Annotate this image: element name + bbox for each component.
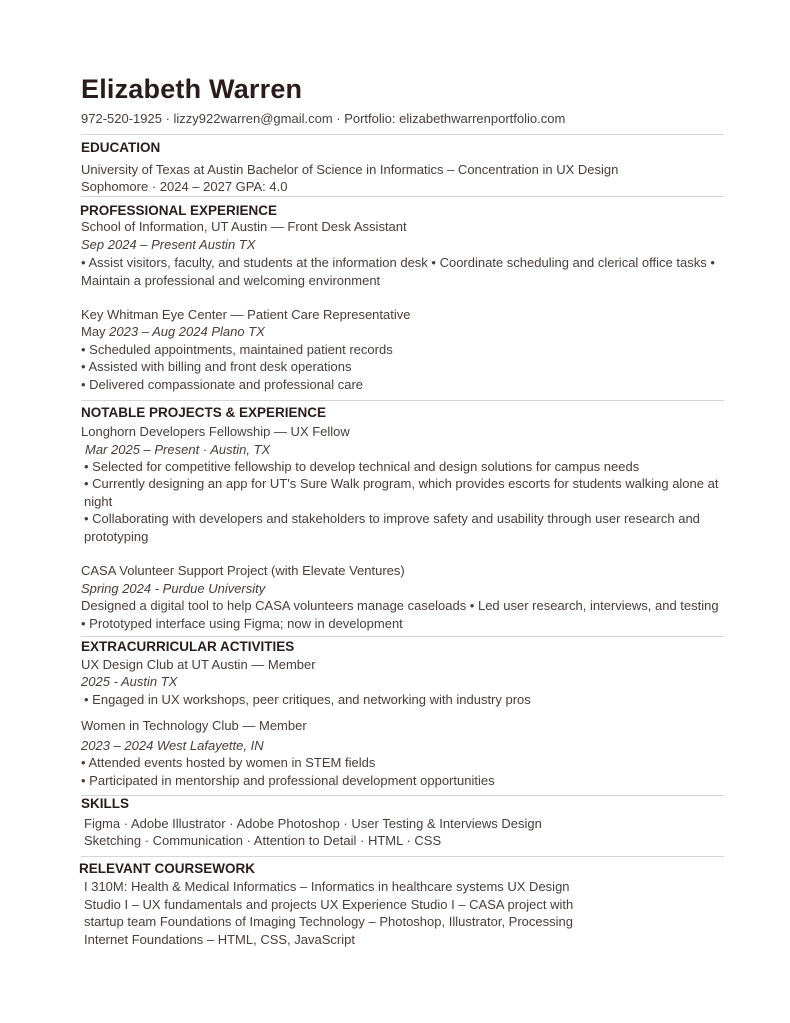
project-bullet: • Collaborating with developers and stakeholders to improve safety and usability through user research and prototyping (84, 511, 700, 544)
activity-title: Women in Technology Club — Member (81, 718, 307, 733)
job-title: Key Whitman Eye Center — Patient Care Representative (81, 307, 411, 322)
coursework-line: Internet Foundations – HTML, CSS, JavaScript (84, 932, 355, 947)
contact-line: 972-520-1925 · lizzy922warren@gmail.com · Portfolio: elizabethwarrenportfolio.com (81, 111, 566, 126)
coursework-heading: RELEVANT COURSEWORK (79, 861, 256, 876)
education-degree: University of Texas at Austin Bachelor of Science in Informatics – Concentration in UX Design (81, 162, 619, 177)
job-bullet: • Scheduled appointments, maintained patient records (81, 342, 393, 357)
job-title: School of Information, UT Austin — Front Desk Assistant (81, 219, 407, 234)
job-bullet: • Delivered compassionate and professional care (81, 377, 364, 392)
activity-dates: 2025 - Austin TX (81, 674, 178, 689)
projects-heading: NOTABLE PROJECTS & EXPERIENCE (81, 405, 327, 420)
divider (81, 856, 724, 857)
job-dates-prefix: May (81, 324, 110, 339)
activity-dates: 2023 – 2024 West Lafayette, IN (81, 738, 264, 753)
coursework-line: startup team Foundations of Imaging Technology – Photoshop, Illustrator, Processing (84, 914, 573, 929)
job-dates-italic: 2023 – Aug 2024 Plano TX (109, 324, 265, 339)
activities-heading: EXTRACURRICULAR ACTIVITIES (81, 639, 295, 654)
activity-bullet: • Engaged in UX workshops, peer critiques, and networking with industry pros (84, 692, 531, 707)
project-description: Designed a digital tool to help CASA volunteers manage caseloads • Led user research, interviews, and testing • Prototyped interface using Figma; now in development (81, 598, 719, 631)
education-heading: EDUCATION (81, 140, 161, 155)
resume-name: Elizabeth Warren (81, 74, 303, 104)
activity-bullet: • Attended events hosted by women in STEM fields (81, 755, 376, 770)
project-dates: Spring 2024 - Purdue University (81, 581, 266, 596)
experience-heading: PROFESSIONAL EXPERIENCE (80, 203, 278, 218)
job-bullet: • Assisted with billing and front desk operations (81, 359, 352, 374)
project-bullet: • Currently designing an app for UT's Sure Walk program, which provides escorts for students walking alone at night (84, 476, 719, 509)
activity-title: UX Design Club at UT Austin — Member (81, 657, 316, 672)
job-bullet: • Assist visitors, faculty, and students at the information desk • Coordinate scheduling and clerical office tasks • Maintain a professional and welcoming environment (81, 255, 715, 288)
divider (81, 196, 724, 197)
education-details: Sophomore · 2024 – 2027 GPA: 4.0 (81, 179, 288, 194)
divider (81, 795, 724, 796)
skills-heading: SKILLS (81, 796, 130, 811)
coursework-line: I 310M: Health & Medical Informatics – Informatics in healthcare systems UX Design (84, 879, 570, 894)
job-dates: Sep 2024 – Present Austin TX (81, 237, 256, 252)
project-title: Longhorn Developers Fellowship — UX Fellow (81, 424, 350, 439)
divider (81, 134, 724, 135)
job-dates (81, 323, 265, 341)
skills-line: Sketching · Communication · Attention to Detail · HTML · CSS (84, 833, 442, 848)
divider (81, 400, 724, 401)
project-dates: Mar 2025 – Present · Austin, TX (85, 442, 271, 457)
project-title: CASA Volunteer Support Project (with Elevate Ventures) (81, 563, 405, 578)
skills-line: Figma · Adobe Illustrator · Adobe Photoshop · User Testing & Interviews Design (84, 816, 542, 831)
coursework-line: Studio I – UX fundamentals and projects UX Experience Studio I – CASA project with (84, 897, 574, 912)
divider (81, 636, 724, 637)
project-bullet: • Selected for competitive fellowship to develop technical and design solutions for campus needs (84, 459, 640, 474)
activity-bullet: • Participated in mentorship and professional development opportunities (81, 773, 495, 788)
